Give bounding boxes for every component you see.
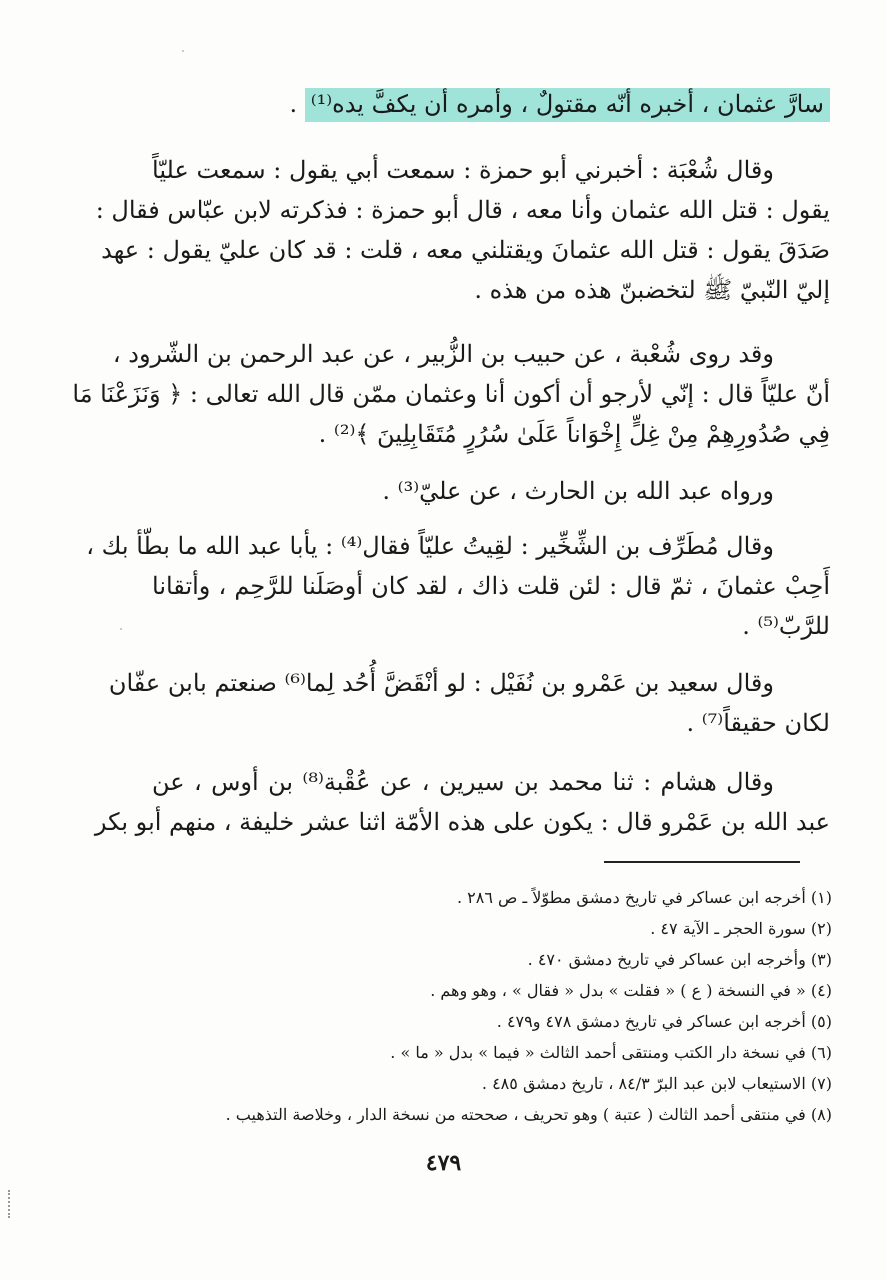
paragraph-1-tail: .: [289, 90, 305, 118]
scan-speck: [120, 628, 122, 630]
paragraph-5: [86, 526, 830, 646]
footnote-7: (٧) الاستيعاب لابن عبد البرّ ٨٤/٣ ، تاريخ دمشق ٤٨٥ .: [481, 1074, 832, 1093]
scan-speck: [182, 50, 184, 52]
paragraph-3-line-2: أنّ عليّاً قال : إنّي لأرجو أن أكون أنا وعثمان ممّن قال الله تعالى : ﴿ وَنَزَعْنَا مَا: [72, 380, 830, 408]
paragraph-7-line-2: عبد الله بن عَمْرو قال : يكون على هذه الأمّة اثنا عشر خليفة ، منهم أبو بكر: [94, 808, 830, 836]
paragraph-2-line-2: يقول : قتل الله عثمان وأنا معه ، قال أبو حمزة : فذكرته لابن عبّاس فقال :: [95, 196, 830, 224]
footnote-3: (٣) وأخرجه ابن عساكر في تاريخ دمشق ٤٧٠ .: [527, 950, 832, 969]
paragraph-5-line-1: وقال مُطَرِّف بن الشِّخِّير : لقِيتُ عليّاً فقال⁽⁴⁾ : يأبا عبد الله ما بطّأ بك ،: [86, 532, 774, 560]
footnote-separator: [604, 861, 800, 863]
paragraph-5-line-2: أَحِبْ عثمانَ ، ثمّ قال : لئن قلت ذاك ، لقد كان أوصَلَنا للرَّحِم ، وأتقانا: [152, 572, 830, 600]
paragraph-6-line-1: وقال سعيد بن عَمْرو بن نُفَيْل : لو أنْقَضَّ أُحُد لِما⁽⁶⁾ صنعتم بابن عفّان: [108, 669, 774, 697]
footnote-2: (٢) سورة الحجر ـ الآية ٤٧ .: [650, 919, 832, 938]
paragraph-1: [152, 84, 830, 124]
paragraph-2: [95, 150, 830, 310]
paragraph-1-line-1: [152, 84, 830, 124]
footnote-5: (٥) أخرجه ابن عساكر في تاريخ دمشق ٤٧٨ و٤٧٩ .: [496, 1012, 832, 1031]
page-number: ٤٧٩: [425, 1150, 462, 1176]
footnote-1: (١) أخرجه ابن عساكر في تاريخ دمشق مطوّلاً ـ ص ٢٨٦ .: [457, 888, 832, 907]
footnotes: [190, 882, 832, 1130]
footnote-8: (٨) في منتقى أحمد الثالث ( عتبة ) وهو تحريف ، صححته من نسخة الدار ، وخلاصة التذهيب .: [225, 1105, 832, 1124]
highlighted-text-selection[interactable]: سارَّ عثمان ، أخبره أنّه مقتولٌ ، وأمره أن يكفَّ يده⁽¹⁾: [305, 88, 830, 122]
paragraph-6-line-2: لكان حقيقاً⁽⁷⁾ .: [686, 709, 830, 737]
paragraph-4: [152, 471, 830, 511]
paragraph-3-line-3: فِي صُدُورِهِمْ مِنْ غِلٍّ إِخْوَاناً عَلَىٰ سُرُرٍ مُتَقَابِلِينَ ﴾⁽²⁾ .: [318, 420, 830, 448]
paragraph-3-line-1: وقد روى شُعْبة ، عن حبيب بن الزُّبير ، عن عبد الرحمن بن الشّرود ،: [112, 340, 774, 368]
paragraph-7-line-1: وقال هشام : ثنا محمد بن سيرين ، عن عُقْبة⁽⁸⁾ بن أوس ، عن: [152, 768, 774, 796]
paragraph-2-line-4: إليّ النّبيّ ﷺ لتخضبنّ هذه من هذه .: [474, 276, 830, 304]
paragraph-6: [108, 663, 830, 743]
paragraph-4-line-1: ورواه عبد الله بن الحارث ، عن عليّ⁽³⁾ .: [382, 477, 774, 505]
paragraph-2-line-3: صَدَقَ يقول : قتل الله عثمانَ ويقتلني معه ، قلت : قد كان عليّ يقول : عهد: [101, 236, 830, 264]
footnote-4: (٤) « في النسخة ( ع ) « فقلت » بدل « فقال » ، وهو وهم .: [430, 981, 832, 1000]
paragraph-7: [94, 762, 830, 842]
paragraph-3: [72, 334, 830, 454]
scan-edge-mark: [8, 1190, 12, 1218]
footnote-6: (٦) في نسخة دار الكتب ومنتقى أحمد الثالث « فيما » بدل « ما » .: [390, 1043, 832, 1062]
paragraph-2-line-1: وقال شُعْبَة : أخبرني أبو حمزة : سمعت أبي يقول : سمعت عليّاً: [152, 156, 774, 184]
paragraph-5-line-3: للرَّبّ⁽⁵⁾ .: [742, 612, 830, 640]
